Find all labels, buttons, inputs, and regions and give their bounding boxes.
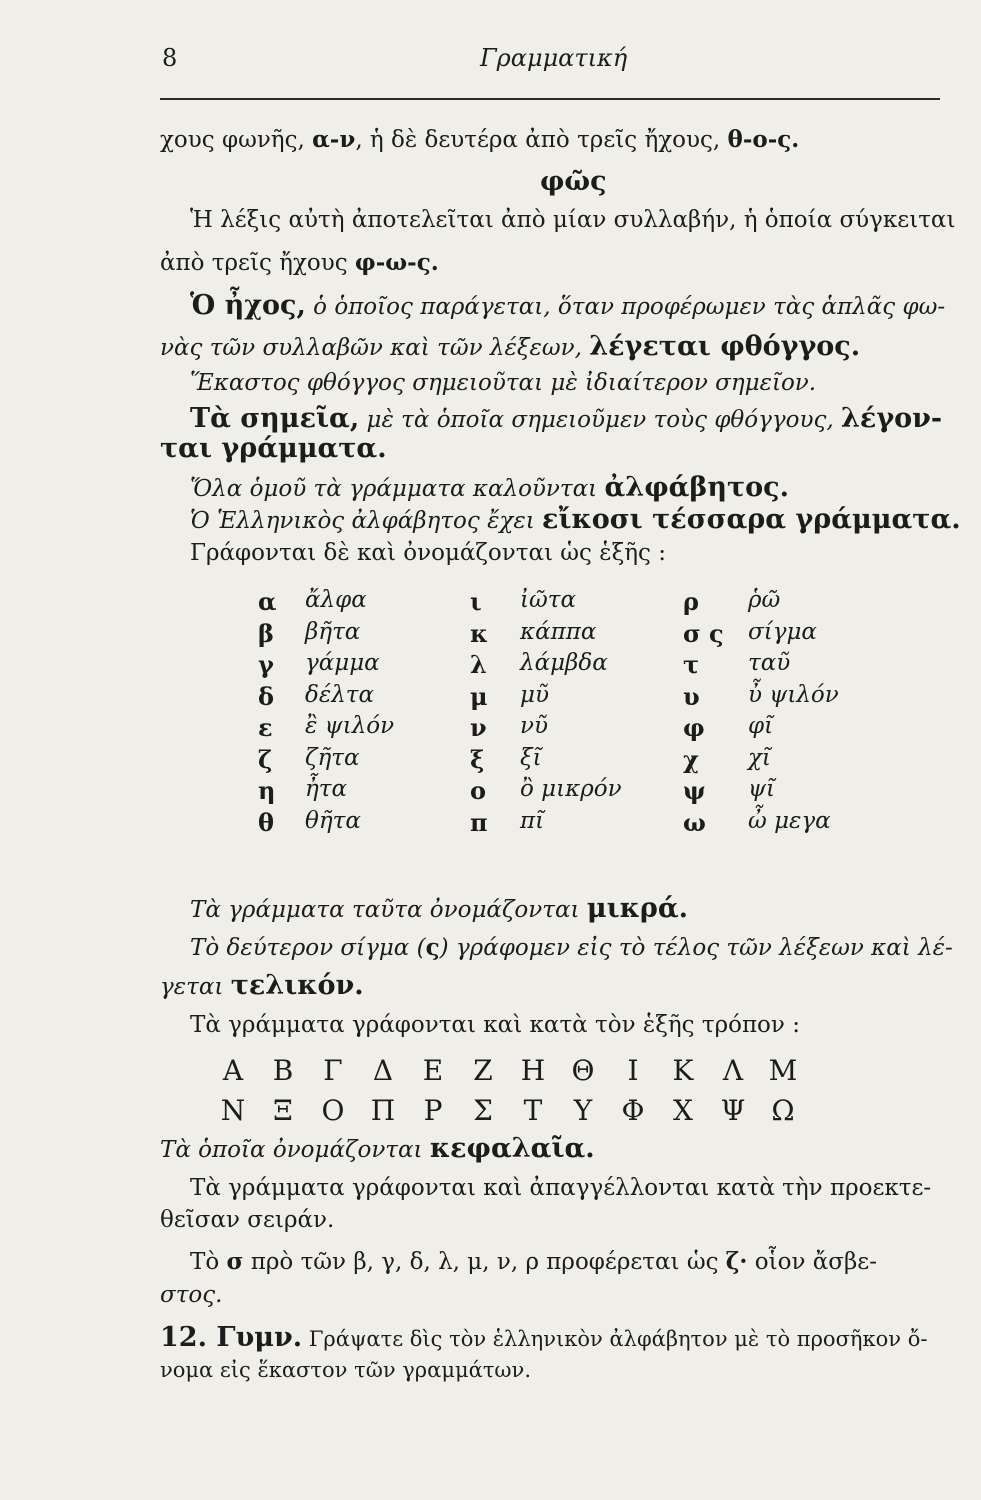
capital-letter: Ζ (473, 1054, 493, 1087)
text: Ὁ Ἑλληνικὸς ἀλφάβητος ἔχει (190, 508, 543, 534)
letter-name: βῆτα (305, 618, 361, 645)
capital-letter: Θ (571, 1054, 595, 1087)
capital-letter: Λ (722, 1054, 744, 1087)
text-line (190, 934, 953, 961)
letter-name: πῖ (520, 807, 545, 834)
letter-name: ξῖ (520, 744, 542, 771)
letter-name: ἒ ψιλόν (305, 713, 395, 739)
text: Γράψατε δὶς τὸν ἑλληνικὸν ἀλφάβητον μὲ τὸ προσῆκον ὄ- (302, 1327, 928, 1351)
text-line: Τὰ γράμματα γράφονται καὶ κατὰ τὸν ἑξῆς τρόπον : (190, 1012, 800, 1038)
letter-name: σίγμα (748, 618, 817, 645)
text: νὰς τῶν συλλαβῶν καὶ τῶν λέξεων, (160, 335, 590, 361)
capital-letter: Π (370, 1094, 396, 1127)
letter-name: λάμβδα (520, 650, 608, 676)
header-rule (160, 98, 940, 100)
alphabet-letter: λ (470, 650, 487, 679)
bold-term: φ-ω-ς. (354, 249, 439, 276)
bold-term: μικρά. (586, 893, 689, 924)
text: Ὅλα ὁμοῦ τὰ γράμματα καλοῦνται (190, 476, 605, 502)
letter-name: ἰῶτα (520, 587, 577, 613)
capital-letter: Ο (321, 1094, 345, 1127)
text: γεται (160, 974, 231, 1000)
bold-term: εἴκοσι τέσσαρα γράμματα. (542, 504, 961, 535)
letter-name: ψῖ (748, 776, 776, 802)
letter-name: κάππα (520, 618, 597, 645)
capital-letter: Ν (220, 1094, 246, 1127)
letter-name: ἄλφα (305, 587, 367, 613)
capital-letter: Β (272, 1054, 294, 1087)
text: χους φωνῆς, (160, 127, 313, 153)
alphabet-letter: ε (258, 713, 273, 742)
text: ὁ ὁποῖος παράγεται, ὅταν προφέρωμεν τὰς ἁπλᾶς φω- (305, 294, 946, 320)
bold-term: λέγον- (840, 403, 943, 434)
bold-term: σ (226, 1248, 244, 1275)
text-line: στος. (160, 1282, 223, 1308)
text: Τὸ δεύτερον σίγμα ( (190, 935, 426, 961)
text-line: Ἕκαστος φθόγγος σημειοῦται μὲ ἰδιαίτερον σημεῖον. (190, 370, 817, 396)
capitals-row (208, 1054, 808, 1087)
alphabet-letter: γ (258, 650, 274, 679)
text-line (190, 504, 961, 535)
capital-letter: Τ (523, 1094, 543, 1127)
text-line (190, 403, 942, 434)
text-line (190, 472, 789, 503)
alphabet-letter: ν (470, 713, 487, 742)
alphabet-letter: χ (683, 744, 699, 774)
capital-letter: Φ (621, 1094, 645, 1127)
capital-letter: Χ (673, 1094, 693, 1127)
alphabet-letter: τ (683, 650, 700, 679)
text: Τὰ γράμματα ταῦτα ὀνομάζονται (190, 897, 587, 923)
page-number: 8 (162, 44, 178, 72)
capital-letter: Ξ (273, 1094, 293, 1127)
capital-letter: Γ (323, 1054, 343, 1087)
capital-letter: Ρ (423, 1094, 443, 1127)
bold-term: Τὰ σημεῖα, (190, 403, 360, 434)
alphabet-letter: θ (258, 807, 275, 837)
capital-letter: Σ (473, 1094, 493, 1127)
bold-term: τελικόν. (230, 970, 364, 1001)
text-line: Ἡ λέξις αὐτὴ ἀποτελεῖται ἀπὸ μίαν συλλαβήν, ἡ ὁποία σύγκειται (190, 207, 956, 233)
capital-letter: Ω (771, 1094, 795, 1127)
example-word: φῶς (540, 166, 607, 197)
letter-name: ζῆτα (305, 744, 360, 771)
text: μὲ τὰ ὁποῖα σημειοῦμεν τοὺς φθόγγους, (359, 407, 841, 433)
letter-name: φῖ (748, 713, 774, 739)
alphabet-letter: σ ς (683, 618, 724, 648)
text-line (160, 249, 439, 276)
letter-name: δέλτα (305, 681, 375, 708)
alphabet-letter: β (258, 618, 274, 648)
alphabet-letter: η (258, 776, 276, 805)
text-line (190, 893, 688, 924)
bold-term: κεφαλαῖα. (429, 1133, 595, 1164)
text-line: Τὰ γράμματα γράφονται καὶ ἀπαγγέλλονται κατὰ τὴν προεκτε- (190, 1175, 932, 1201)
text-line (160, 126, 799, 153)
alphabet-letter: δ (258, 681, 275, 711)
alphabet-letter: φ (683, 713, 705, 742)
letter-name: ταῦ (748, 650, 791, 676)
letter-name: ὂ μικρόν (520, 776, 622, 802)
letter-name: χῖ (748, 744, 771, 771)
capital-letter: Ι (627, 1054, 639, 1087)
letter-name: γάμμα (305, 650, 380, 676)
text: ἀπὸ τρεῖς ἤχους (160, 250, 355, 276)
bold-term: θ-ο-ς. (727, 126, 800, 153)
alphabet-letter: α (258, 587, 277, 616)
alphabet-letter: ω (683, 807, 706, 837)
letter-name: μῦ (520, 681, 549, 708)
letter-name: θῆτα (305, 807, 361, 834)
capital-letter: Ε (422, 1054, 444, 1087)
alphabet-letter: υ (683, 681, 700, 711)
capital-letter: Ψ (720, 1094, 746, 1127)
capital-letter: Α (222, 1054, 244, 1087)
bold-term: ς (425, 934, 440, 961)
text-line (160, 331, 860, 362)
bold-term: Ὁ ἦχος, (190, 290, 306, 321)
text-line: θεῖσαν σειράν. (160, 1207, 335, 1233)
bold-term: λέγεται φθόγγος. (589, 331, 861, 362)
text-line (160, 970, 364, 1001)
letter-name: ὦ μεγα (748, 807, 831, 834)
letter-name: ῥῶ (748, 587, 781, 613)
alphabet-letter: κ (470, 618, 488, 648)
text: ) γράφομεν εἰς τὸ τέλος τῶν λέξεων καὶ λέ- (439, 935, 953, 961)
capital-letter: Δ (372, 1054, 394, 1087)
text-line (190, 1248, 877, 1275)
text: , ἡ δὲ δευτέρα ἀπὸ τρεῖς ἤχους, (355, 127, 728, 153)
capital-letter: Κ (672, 1054, 694, 1087)
capital-letter: Υ (573, 1094, 593, 1127)
exercise-number: 12. Γυμν. (160, 1322, 303, 1353)
text-line (160, 1322, 927, 1353)
text-line (160, 1133, 595, 1164)
text-line: νομα εἰς ἕκαστον τῶν γραμμάτων. (160, 1358, 531, 1382)
letter-name: ὖ ψιλόν (748, 681, 839, 708)
text: οἷον ἄσβε- (747, 1249, 877, 1275)
capital-letter: Η (520, 1054, 546, 1087)
running-title: Γραμματική (480, 44, 628, 72)
bold-term: ζ· (725, 1248, 748, 1275)
text-line (190, 290, 945, 321)
alphabet-letter: ι (470, 587, 482, 616)
text: Τὸ (190, 1249, 227, 1275)
capital-letter: Μ (768, 1054, 798, 1087)
alphabet-letter: ρ (683, 587, 699, 616)
alphabet-letter: ζ (258, 744, 273, 774)
text: Τὰ ὁποῖα ὀνομάζονται (160, 1137, 430, 1163)
letter-name: νῦ (520, 713, 548, 739)
letter-name: ἦτα (305, 776, 348, 802)
alphabet-letter: ο (470, 776, 487, 805)
text: πρὸ τῶν β, γ, δ, λ, μ, ν, ρ προφέρεται ὡς (243, 1249, 726, 1275)
bold-term: ἀλφάβητος. (604, 472, 789, 503)
text-line: ται γράμματα. (160, 433, 387, 464)
alphabet-letter: μ (470, 681, 488, 711)
capitals-row (208, 1094, 808, 1127)
alphabet-letter: π (470, 807, 488, 837)
alphabet-letter: ψ (683, 776, 706, 805)
alphabet-letter: ξ (470, 744, 485, 774)
bold-term: α-ν (312, 126, 356, 153)
text-line: Γράφονται δὲ καὶ ὀνομάζονται ὡς ἑξῆς : (190, 540, 666, 566)
